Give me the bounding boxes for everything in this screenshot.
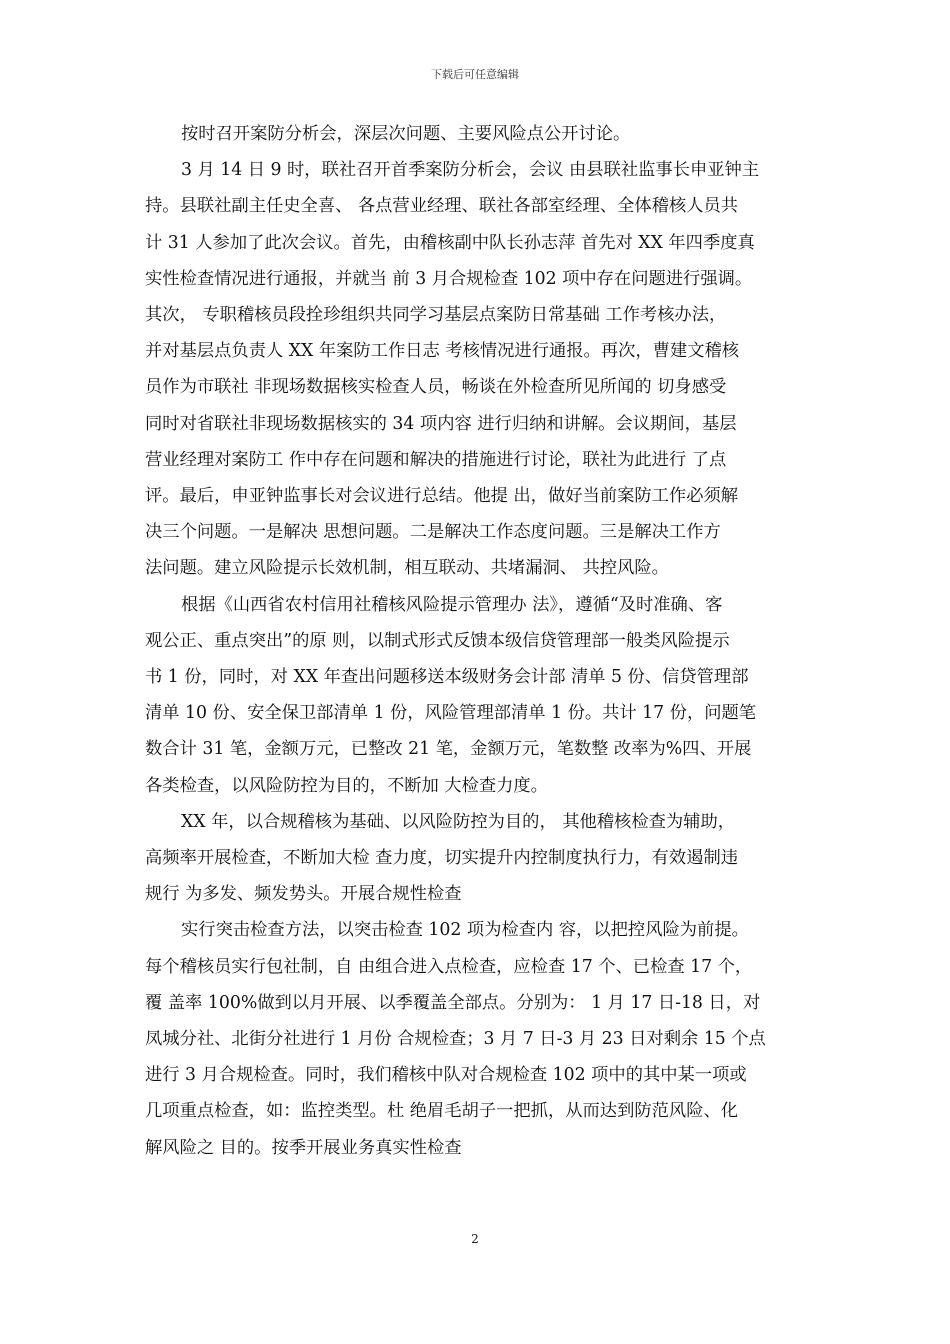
text-line: 员作为市联社 非现场数据核实检查人员，畅谈在外检查所见所闻的 切身感受 [145, 377, 727, 398]
text-line: 实行突击检查方法，以突击检查 102 项为检查内 容，以把控风险为前提。 [181, 920, 749, 941]
text-line: 计 31 人参加了此次会议。首先，由稽核副中队长孙志萍 首先对 XX 年四季度真 [145, 232, 755, 253]
page-header: 下载后可任意编辑 [431, 68, 519, 81]
text-line: 其次， 专职稽核员段拴珍组织共同学习基层点案防日常基础 工作考核办法， [145, 305, 727, 326]
text-line: 凤城分社、北街分社进行 1 月份 合规检查；3 月 7 日-3 月 23 日对剩余 15 个点 [145, 1029, 766, 1050]
text-line: 覆 盖率 100%做到以月开展、以季覆盖全部点。分别为： 1 月 17 日-18 日，对 [145, 992, 761, 1013]
text-line: 每个稽核员实行包社制，自 由组合进入点检查，应检查 17 个、已检查 17 个， [145, 956, 753, 977]
text-line: 法问题。建立风险提示长效机制，相互联动、共堵漏洞、 共控风险。 [145, 558, 669, 579]
text-line: 评。最后，申亚钟监事长对会议进行总结。他提 出，做好当前案防工作必须解 [145, 486, 739, 507]
text-line: XX 年，以合规稽核为基础、以风险防控为目的， 其他稽核检查为辅助， [181, 811, 736, 832]
text-line: 清单 10 份、安全保卫部清单 1 份，风险管理部清单 1 份。共计 17 份，问题笔 [145, 703, 757, 724]
text-line: 决三个问题。一是解决 思想问题。二是解决工作态度问题。三是解决工作方 [145, 522, 721, 543]
text-line: 规行 为多发、频发势头。开展合规性检查 [145, 884, 462, 905]
text-line: 持。县联社副主任史全喜、 各点营业经理、联社各部室经理、全体稽核人员共 [145, 196, 739, 217]
page-number: 2 [471, 1232, 479, 1246]
text-line: 同时对省联社非现场数据核实的 34 项内容 进行归纳和讲解。会议期间，基层 [145, 413, 737, 434]
text-line: 实性检查情况进行通报，并就当 前 3 月合规检查 102 项中存在问题进行强调。 [145, 268, 753, 289]
document-body [145, 116, 820, 1166]
text-line: 书 1 份，同时，对 XX 年查出问题移送本级财务会计部 清单 5 份、信贷管理部 [145, 667, 749, 688]
text-line: 按时召开案防分析会，深层次问题、主要风险点公开讨论。 [181, 124, 631, 144]
text-line: 3 月 14 日 9 时，联社召开首季案防分析会，会议 由县联社监事长申亚钟主 [181, 160, 760, 181]
text-line: 几项重点检查，如：监控类型。杜 绝眉毛胡子一把抓，从而达到防范风险、化 [145, 1101, 739, 1122]
text-line: 高频率开展检查，不断加大检 查力度，切实提升内控制度执行力，有效遏制违 [145, 848, 739, 869]
text-line: 数合计 31 笔，金额万元，已整改 21 笔，金额万元，笔数整 改率为%四、开展 [145, 739, 752, 760]
text-line: 解风险之 目的。按季开展业务真实性检查 [145, 1137, 462, 1158]
text-line: 并对基层点负责人 XX 年案防工作日志 考核情况进行通报。再次，曹建文稽核 [145, 341, 740, 362]
text-line: 各类检查，以风险防控为目的，不断加 大检查力度。 [145, 775, 548, 796]
text-line: 营业经理对案防工 作中存在问题和解决的措施进行讨论，联社为此进行 了点 [145, 449, 727, 470]
text-line: 根据《山西省农村信用社稽核风险提示管理办 法》，遵循“及时准确、客 [181, 594, 723, 615]
text-line: 进行 3 月合规检查。同时，我们稽核中队对合规检查 102 项中的其中某一项或 [145, 1065, 747, 1086]
text-line: 观公正、重点突出”的原 则，以制式形式反馈本级信贷管理部一般类风险提示 [145, 630, 730, 651]
